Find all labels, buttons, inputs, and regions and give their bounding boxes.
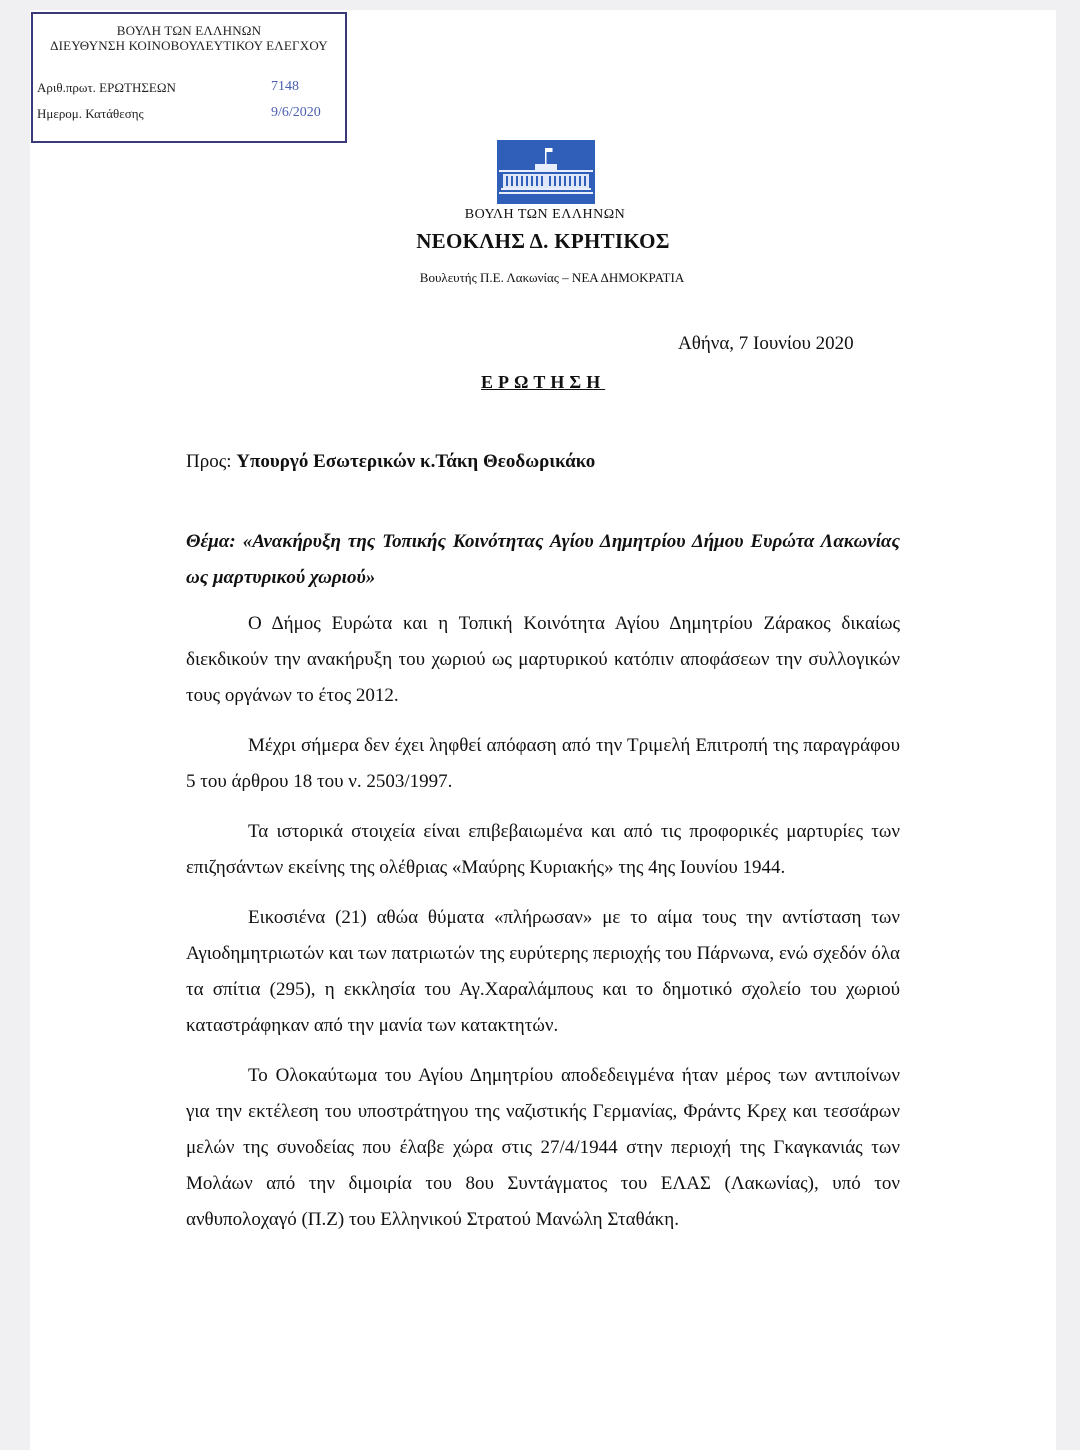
document-title: ΕΡΩΤΗΣΗ xyxy=(481,372,606,392)
parliament-logo-icon xyxy=(497,140,595,204)
mp-name: ΝΕΟΚΛΗΣ Δ. ΚΡΗΤΙΚΟΣ xyxy=(416,229,670,253)
recipient-name: Υπουργό Εσωτερικών κ.Τάκη Θεοδωρικάκο xyxy=(236,451,596,472)
paragraph: Μέχρι σήμερα δεν έχει ληφθεί απόφαση από την Τριμελή Επιτροπή της παραγράφου 5 του άρθρου 18 του ν. 2503/1997. xyxy=(186,735,900,792)
filing-date-label: Ημερομ. Κατάθεσης xyxy=(37,106,144,121)
subject-label: Θέμα: xyxy=(186,531,236,552)
stamp-org-line2: ΔΙΕΥΘΥΝΣΗ ΚΟΙΝΟΒΟΥΛΕΥΤΙΚΟΥ ΕΛΕΓΧΟΥ xyxy=(50,38,328,53)
document-body xyxy=(186,524,900,1252)
protocol-label: Αριθ.πρωτ. ΕΡΩΤΗΣΕΩΝ xyxy=(37,80,176,95)
protocol-number: 7148 xyxy=(271,79,299,94)
paragraph: Το Ολοκαύτωμα του Αγίου Δημητρίου αποδεδειγμένα ήταν μέρος των αντιποίνων για την εκτέλεση του υποστράτηγου της ναζιστικής Γερμανίας, Φράντς Κρεχ και τεσσάρων μελών της συνοδείας που έλαβε χώρα στις 27/4/1944 στην περιοχή της Γκαγκανιάς των Μολάων από την διμοιρία του 8ου Συντάγματος του ΕΛΑΣ (Λακωνίας), υπό τον ανθυπολοχαγό (Π.Ζ) του Ελληνικού Στρατού Μανώλη Σταθάκη. xyxy=(186,1065,900,1230)
mp-role: Βουλευτής Π.Ε. Λακωνίας – ΝΕΑ ΔΗΜΟΚΡΑΤΙΑ xyxy=(419,270,685,285)
stamp-org-line1: ΒΟΥΛΗ ΤΩΝ ΕΛΛΗΝΩΝ xyxy=(116,23,262,38)
recipient-label: Προς: xyxy=(186,451,232,472)
filing-date-value: 9/6/2020 xyxy=(271,105,321,120)
paragraph: Εικοσιένα (21) αθώα θύματα «πλήρωσαν» με το αίμα τους την αντίσταση των Αγιοδημητριωτών και των πατριωτών της ευρύτερης περιοχής του Πάρνωνα, ενώ σχεδόν όλα τα σπίτια (295), η εκκλησία του Αγ.Χαραλάμπους και το δημοτικό σχολείο του χωριού καταστράφηκαν από την μανία των κατακτητών. xyxy=(186,907,900,1036)
paragraph: Ο Δήμος Ευρώτα και η Τοπική Κοινότητα Αγίου Δημητρίου Ζάρακος δικαίως διεκδικούν την ανακήρυξη του χωριού ως μαρτυρικού κατόπιν αποφάσεων την συλλογικών τους οργάνων το έτος 2012. xyxy=(186,613,900,706)
paragraph: Τα ιστορικά στοιχεία είναι επιβεβαιωμένα και από τις προφορικές μαρτυρίες των επιζησάντων εκείνης της ολέθριας «Μαύρης Κυριακής» της 4ης Ιουνίου 1944. xyxy=(186,821,900,878)
stamp-organization xyxy=(33,23,345,53)
subject-text: «Ανακήρυξη της Τοπικής Κοινότητας Αγίου Δημητρίου Δήμου Ευρώτα Λακωνίας ως μαρτυρικού χωριού» xyxy=(186,531,901,588)
logo-caption: ΒΟΥΛΗ ΤΩΝ ΕΛΛΗΝΩΝ xyxy=(464,207,626,222)
filing-stamp xyxy=(31,12,347,143)
subject-line xyxy=(186,524,900,596)
recipient-line xyxy=(186,451,595,473)
date-line: Αθήνα, 7 Ιουνίου 2020 xyxy=(678,333,854,354)
